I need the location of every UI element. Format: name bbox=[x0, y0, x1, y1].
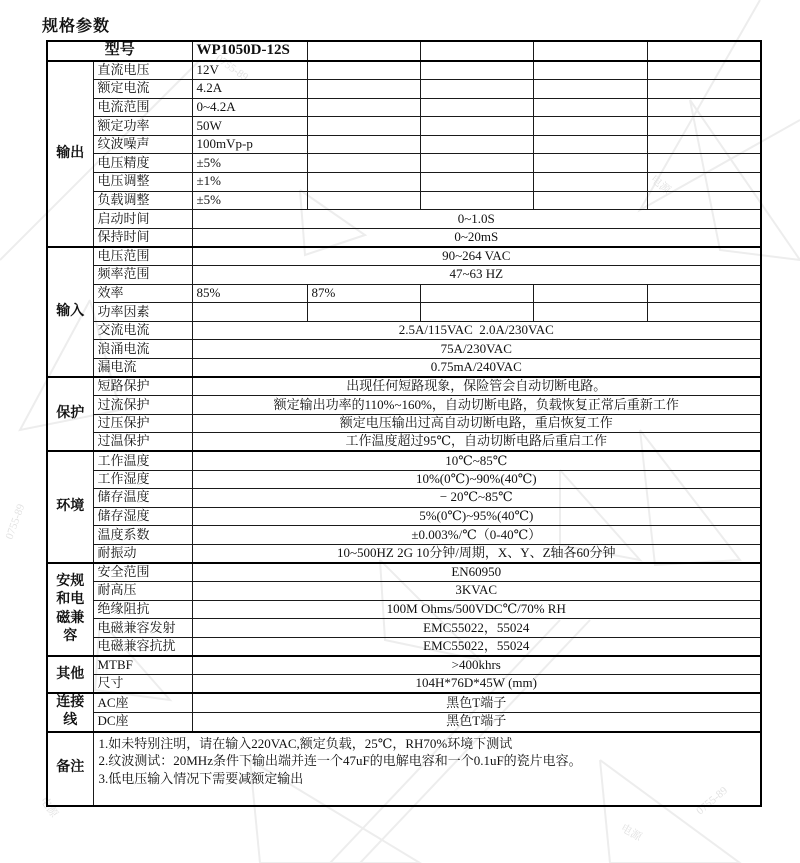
value-cell bbox=[647, 117, 761, 136]
value-cell bbox=[420, 98, 533, 117]
value-cell bbox=[533, 303, 647, 322]
notes-cell bbox=[93, 732, 761, 806]
value-cell bbox=[533, 284, 647, 303]
table-row bbox=[47, 98, 761, 117]
param-label: 直流电压 bbox=[93, 61, 192, 80]
value-cell bbox=[307, 191, 420, 210]
table-row bbox=[47, 191, 761, 210]
value-cell: 3KVAC bbox=[192, 582, 761, 601]
value-cell: 100mVp-p bbox=[192, 135, 307, 154]
param-label: 电流范围 bbox=[93, 98, 192, 117]
param-label: 电压范围 bbox=[93, 247, 192, 266]
value-cell: 87% bbox=[307, 284, 420, 303]
value-cell bbox=[647, 154, 761, 173]
param-label: DC座 bbox=[93, 712, 192, 731]
note-line: 3.低电压输入情况下需要减额定输出 bbox=[98, 770, 304, 786]
model-header-row bbox=[47, 41, 761, 61]
group-label: 连接线 bbox=[47, 693, 93, 731]
value-cell: 104H*76D*45W (mm) bbox=[192, 675, 761, 694]
param-label: 耐高压 bbox=[93, 582, 192, 601]
value-cell: 85% bbox=[192, 284, 307, 303]
value-cell bbox=[533, 98, 647, 117]
value-cell: ±5% bbox=[192, 191, 307, 210]
table-row bbox=[47, 247, 761, 266]
value-cell bbox=[307, 303, 420, 322]
header-empty-cell bbox=[647, 41, 761, 61]
value-cell: 黑色T端子 bbox=[192, 712, 761, 731]
param-label: 纹波噪声 bbox=[93, 135, 192, 154]
table-row bbox=[47, 61, 761, 80]
value-cell: − 20℃~85℃ bbox=[192, 489, 761, 508]
param-label: 温度系数 bbox=[93, 526, 192, 545]
value-cell bbox=[420, 117, 533, 136]
table-row bbox=[47, 377, 761, 396]
table-row bbox=[47, 210, 761, 229]
value-cell bbox=[307, 80, 420, 99]
value-cell: 额定电压输出过高自动切断电路，重启恢复工作 bbox=[192, 414, 761, 433]
watermark-text: 电源 bbox=[37, 794, 60, 820]
spec-table bbox=[46, 40, 762, 807]
table-row bbox=[47, 396, 761, 415]
param-label: 工作湿度 bbox=[93, 470, 192, 489]
table-row bbox=[47, 135, 761, 154]
param-label: 过温保护 bbox=[93, 433, 192, 452]
value-cell: 5%(0℃)~95%(40℃) bbox=[192, 507, 761, 526]
watermark-text: 0755-89 bbox=[694, 784, 731, 818]
group-label: 保护 bbox=[47, 377, 93, 451]
value-cell bbox=[420, 61, 533, 80]
value-cell bbox=[533, 61, 647, 80]
value-cell bbox=[533, 173, 647, 192]
value-cell: 100M Ohms/500VDC℃/70% RH bbox=[192, 600, 761, 619]
table-row bbox=[47, 451, 761, 470]
group-label: 输入 bbox=[47, 247, 93, 377]
value-cell bbox=[647, 80, 761, 99]
table-row bbox=[47, 526, 761, 545]
value-cell bbox=[420, 173, 533, 192]
table-row bbox=[47, 489, 761, 508]
table-row bbox=[47, 303, 761, 322]
value-cell: 0~1.0S bbox=[192, 210, 761, 229]
value-cell: 0~20mS bbox=[192, 228, 761, 247]
value-cell bbox=[533, 117, 647, 136]
group-label: 输出 bbox=[47, 61, 93, 247]
table-row bbox=[47, 266, 761, 285]
page-title: 规格参数 bbox=[42, 18, 111, 35]
param-label: 电压精度 bbox=[93, 154, 192, 173]
value-cell bbox=[647, 173, 761, 192]
table-row bbox=[47, 80, 761, 99]
note-line: 2.纹波测试：20MHz条件下输出端并连一个47uF的电解电容和一个0.1uF的瓷片电容。 bbox=[98, 753, 582, 769]
value-cell bbox=[420, 135, 533, 154]
value-cell bbox=[647, 284, 761, 303]
value-cell bbox=[647, 303, 761, 322]
note-line: 1.如未特别注明，请在输入220VAC,额定负载，25℃，RH70%环境下测试 bbox=[98, 735, 513, 751]
value-cell: 10℃~85℃ bbox=[192, 451, 761, 470]
value-cell: 工作温度超过95℃，自动切断电路后重启工作 bbox=[192, 433, 761, 452]
value-cell bbox=[533, 80, 647, 99]
value-cell: ±5% bbox=[192, 154, 307, 173]
value-cell: 50W bbox=[192, 117, 307, 136]
value-cell: 10~500HZ 2G 10分钟/周期，X、Y、Z轴各60分钟 bbox=[192, 544, 761, 563]
group-label: 环境 bbox=[47, 451, 93, 563]
table-row bbox=[47, 544, 761, 563]
param-label: 工作温度 bbox=[93, 451, 192, 470]
param-label: 电磁兼容抗扰 bbox=[93, 637, 192, 656]
param-label: 耐振动 bbox=[93, 544, 192, 563]
param-label: 负载调整 bbox=[93, 191, 192, 210]
header-empty-cell bbox=[307, 41, 420, 61]
param-label: 电磁兼容发射 bbox=[93, 619, 192, 638]
table-row bbox=[47, 600, 761, 619]
table-row bbox=[47, 563, 761, 582]
value-cell bbox=[420, 303, 533, 322]
model-value: WP1050D-12S bbox=[192, 41, 307, 61]
value-cell bbox=[420, 80, 533, 99]
table-row bbox=[47, 173, 761, 192]
param-label: 效率 bbox=[93, 284, 192, 303]
param-label: 额定电流 bbox=[93, 80, 192, 99]
value-cell: 出现任何短路现象，保险管会自动切断电路。 bbox=[192, 377, 761, 396]
value-cell bbox=[420, 191, 533, 210]
table-row bbox=[47, 414, 761, 433]
value-cell bbox=[647, 191, 761, 210]
param-label: 频率范围 bbox=[93, 266, 192, 285]
group-label: 安规和电磁兼容 bbox=[47, 563, 93, 656]
watermark-text: 0755-89 bbox=[213, 52, 251, 84]
value-cell: EMC55022，55024 bbox=[192, 637, 761, 656]
param-label: 功率因素 bbox=[93, 303, 192, 322]
value-cell: ±0.003%/℃（0-40℃） bbox=[192, 526, 761, 545]
table-row bbox=[47, 359, 761, 378]
table-row bbox=[47, 321, 761, 340]
value-cell bbox=[307, 135, 420, 154]
value-cell: 0.75mA/240VAC bbox=[192, 359, 761, 378]
table-row bbox=[47, 656, 761, 675]
value-cell bbox=[533, 154, 647, 173]
value-cell: 2.5A/115VAC 2.0A/230VAC bbox=[192, 321, 761, 340]
param-label: 安全范围 bbox=[93, 563, 192, 582]
table-row bbox=[47, 154, 761, 173]
param-label: 启动时间 bbox=[93, 210, 192, 229]
value-cell bbox=[307, 98, 420, 117]
param-label: 尺寸 bbox=[93, 675, 192, 694]
value-cell bbox=[533, 135, 647, 154]
value-cell bbox=[307, 173, 420, 192]
param-label: 浪涌电流 bbox=[93, 340, 192, 359]
value-cell bbox=[307, 154, 420, 173]
value-cell: 75A/230VAC bbox=[192, 340, 761, 359]
group-label: 其他 bbox=[47, 656, 93, 693]
param-label: 储存温度 bbox=[93, 489, 192, 508]
table-row bbox=[47, 675, 761, 694]
value-cell: 4.2A bbox=[192, 80, 307, 99]
param-label: 绝缘阻抗 bbox=[93, 600, 192, 619]
value-cell: 47~63 HZ bbox=[192, 266, 761, 285]
table-row bbox=[47, 340, 761, 359]
value-cell: 额定输出功率的110%~160%，自动切断电路，负载恢复正常后重新工作 bbox=[192, 396, 761, 415]
value-cell: 黑色T端子 bbox=[192, 693, 761, 712]
table-row bbox=[47, 433, 761, 452]
header-empty-cell bbox=[533, 41, 647, 61]
value-cell bbox=[307, 117, 420, 136]
value-cell: 90~264 VAC bbox=[192, 247, 761, 266]
table-row bbox=[47, 712, 761, 731]
param-label: 额定功率 bbox=[93, 117, 192, 136]
value-cell bbox=[307, 61, 420, 80]
param-label: 短路保护 bbox=[93, 377, 192, 396]
param-label: 储存湿度 bbox=[93, 507, 192, 526]
value-cell: EMC55022，55024 bbox=[192, 619, 761, 638]
table-row bbox=[47, 582, 761, 601]
watermark-text: 电源 bbox=[648, 173, 673, 197]
value-cell: EN60950 bbox=[192, 563, 761, 582]
value-cell: 12V bbox=[192, 61, 307, 80]
group-label: 备注 bbox=[47, 732, 93, 806]
value-cell: >400khrs bbox=[192, 656, 761, 675]
param-label: 交流电流 bbox=[93, 321, 192, 340]
value-cell bbox=[647, 61, 761, 80]
table-row bbox=[47, 693, 761, 712]
value-cell bbox=[647, 135, 761, 154]
value-cell bbox=[533, 191, 647, 210]
param-label: 过流保护 bbox=[93, 396, 192, 415]
param-label: 保持时间 bbox=[93, 228, 192, 247]
table-row bbox=[47, 470, 761, 489]
table-row bbox=[47, 117, 761, 136]
value-cell bbox=[192, 303, 307, 322]
param-label: 电压调整 bbox=[93, 173, 192, 192]
table-row bbox=[47, 284, 761, 303]
param-label: AC座 bbox=[93, 693, 192, 712]
table-row bbox=[47, 732, 761, 806]
value-cell bbox=[420, 154, 533, 173]
value-cell bbox=[647, 98, 761, 117]
table-row bbox=[47, 619, 761, 638]
value-cell bbox=[420, 284, 533, 303]
model-label: 型号 bbox=[47, 41, 192, 61]
watermark-text: 电源 bbox=[618, 822, 644, 844]
value-cell: ±1% bbox=[192, 173, 307, 192]
param-label: MTBF bbox=[93, 656, 192, 675]
param-label: 过压保护 bbox=[93, 414, 192, 433]
param-label: 漏电流 bbox=[93, 359, 192, 378]
watermark-text: 0755-89 bbox=[3, 502, 28, 542]
value-cell: 0~4.2A bbox=[192, 98, 307, 117]
table-row bbox=[47, 507, 761, 526]
spec-table-body bbox=[47, 61, 761, 806]
header-empty-cell bbox=[420, 41, 533, 61]
value-cell: 10%(0℃)~90%(40℃) bbox=[192, 470, 761, 489]
table-row bbox=[47, 228, 761, 247]
table-row bbox=[47, 637, 761, 656]
